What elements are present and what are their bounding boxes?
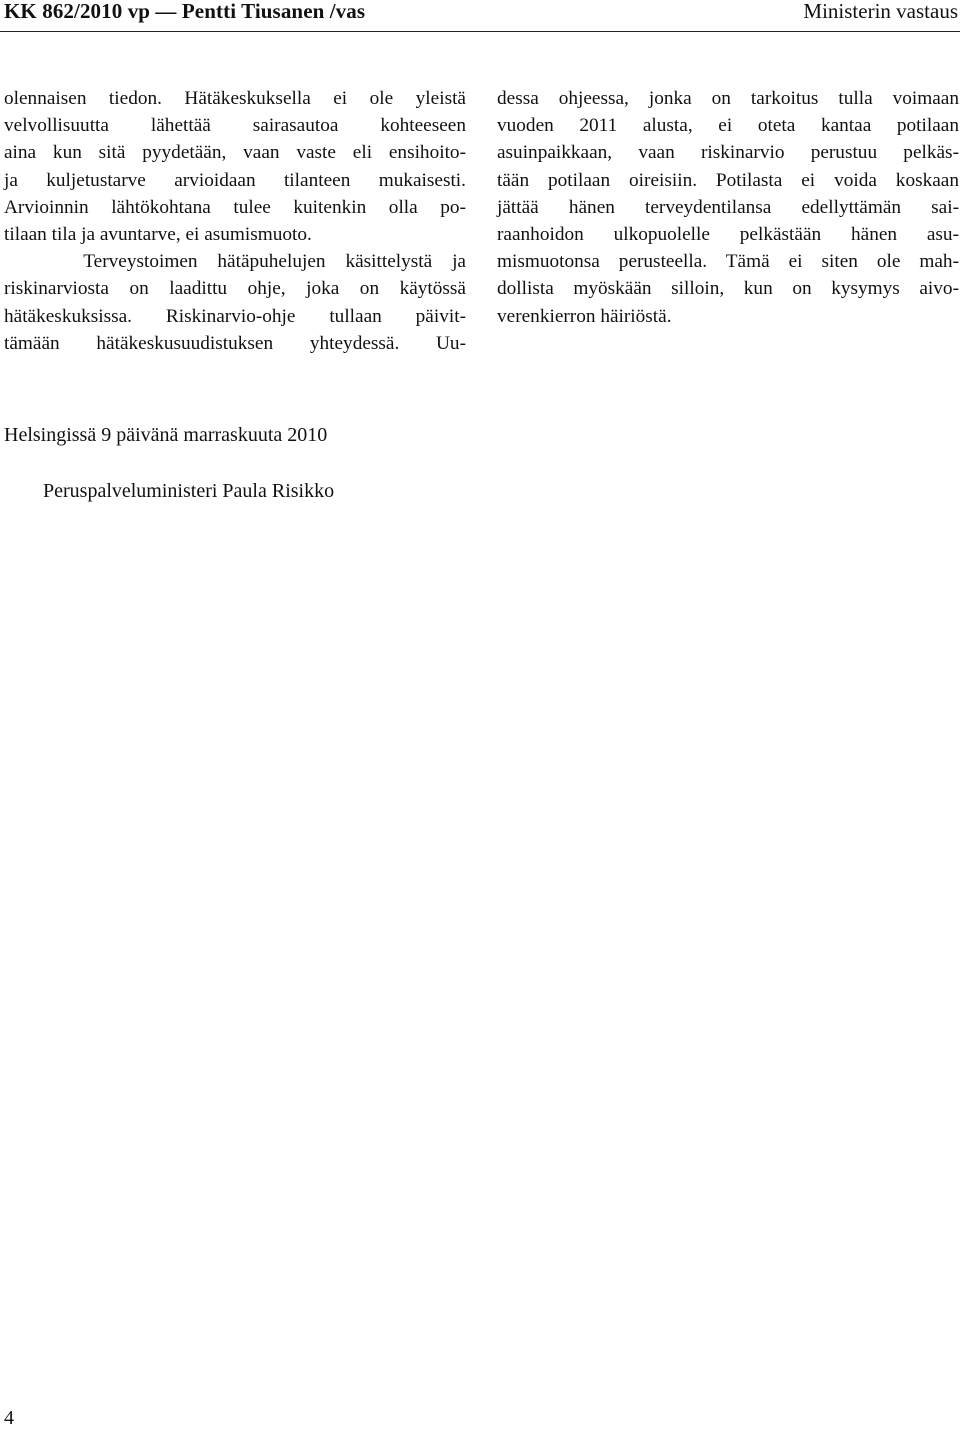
text-line: tämään hätäkeskusuudistuksen yhteydessä. Uu- <box>4 332 466 354</box>
text-line: dollista myöskään silloin, kun on kysymys aivo- <box>497 278 959 300</box>
page-number: 4 <box>4 1407 14 1429</box>
header-divider <box>0 31 960 32</box>
section-title: Ministerin vastaus <box>803 0 958 23</box>
text-line: olennaisen tiedon. Hätäkeskuksella ei ole yleistä <box>4 88 466 109</box>
text-line: Arvioinnin lähtökohtana tulee kuitenkin olla po- <box>4 196 466 218</box>
left-column <box>4 85 466 357</box>
text-line: Terveystoimen hätäpuhelujen käsittelystä ja <box>4 251 466 273</box>
text-line: tilaan tila ja avuntarve, ei asumismuoto. <box>4 224 312 246</box>
text-line: aina kun sitä pyydetään, vaan vaste eli ensihoito- <box>4 142 466 164</box>
text-line: ja kuljetustarve arvioidaan tilanteen mukaisesti. <box>4 169 466 191</box>
text-line: raanhoidon ulkopuolelle pelkästään hänen asu- <box>497 224 959 246</box>
document-reference: KK 862/2010 vp — Pentti Tiusanen /vas <box>4 0 366 23</box>
text-line: dessa ohjeessa, jonka on tarkoitus tulla voimaan <box>497 88 959 109</box>
text-line: asuinpaikkaan, vaan riskinarvio perustuu pelkäs- <box>497 142 959 164</box>
signature-place-date: Helsingissä 9 päivänä marraskuuta 2010 <box>4 424 328 446</box>
text-line: hätäkeskuksissa. Riskinarvio-ohje tullaan päivit- <box>4 305 466 327</box>
right-column <box>497 85 959 330</box>
page-header <box>0 0 960 30</box>
text-line: velvollisuutta lähettää sairasautoa kohteeseen <box>4 115 466 137</box>
text-line: verenkierron häiriöstä. <box>497 305 672 327</box>
signature-name: Peruspalveluministeri Paula Risikko <box>43 480 335 502</box>
text-line: mismuotonsa perusteella. Tämä ei siten ole mah- <box>497 251 959 273</box>
text-line: riskinarviosta on laadittu ohje, joka on käytössä <box>4 278 466 300</box>
text-line: tään potilaan oireisiin. Potilasta ei voida koskaan <box>497 169 959 191</box>
text-line: vuoden 2011 alusta, ei oteta kantaa potilaan <box>497 115 959 137</box>
text-line: jättää hänen terveydentilansa edellyttämän sai- <box>497 196 959 218</box>
